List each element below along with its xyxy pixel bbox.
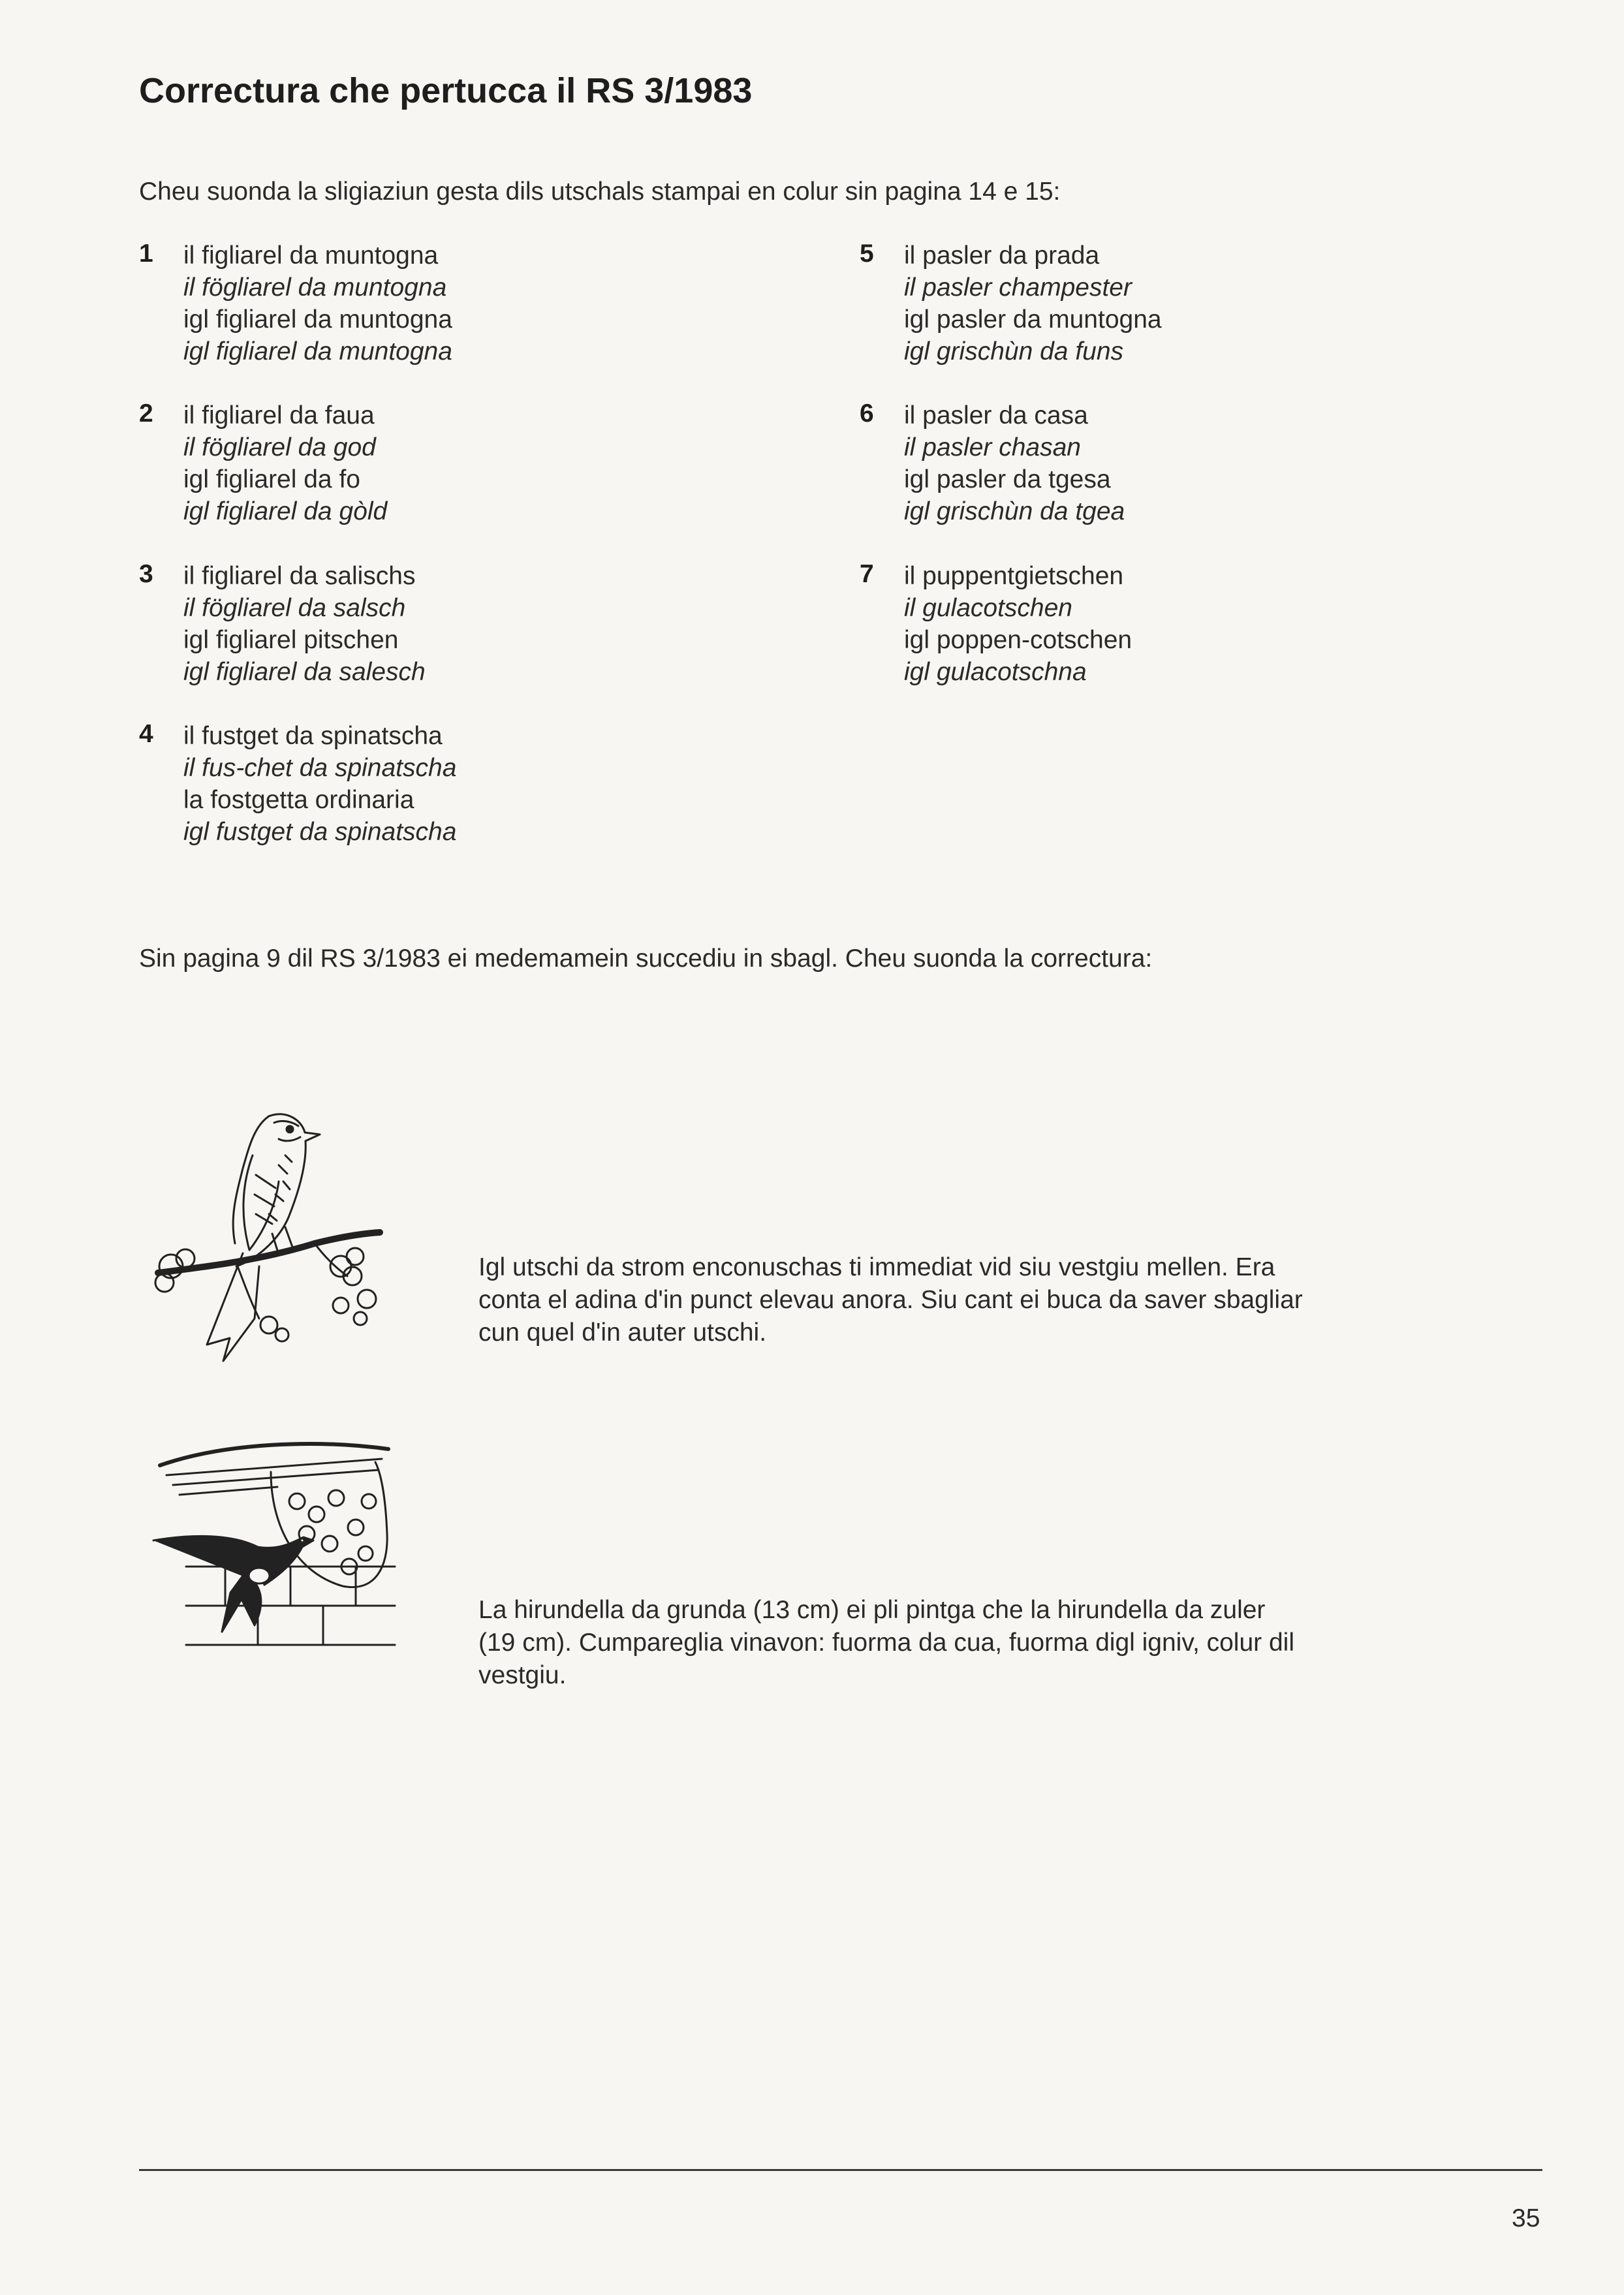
martin-nest-illustration (147, 1436, 401, 1704)
entry-line: igl pasler da tgesa (904, 465, 1111, 493)
entry-line: igl figliarel da gòld (183, 497, 388, 525)
entry-number: 4 (139, 720, 153, 748)
entry-line: il gulacotschen (904, 594, 1072, 622)
caption-line: La hirundella da grunda (13 cm) ei pli pintga che la hirundella da zuler (478, 1596, 1266, 1624)
entry-line: il figliarel da faua (183, 401, 375, 429)
entry-line: il figliarel da salischs (183, 562, 416, 590)
entry-line: il fögliarel da muntogna (183, 273, 447, 302)
caption-yellowhammer (478, 1251, 1418, 1349)
entry-number: 2 (139, 399, 153, 428)
caption-line: vestgiu. (478, 1661, 567, 1689)
page-title: Correctura che pertucca il RS 3/1983 (139, 71, 753, 110)
caption-line: conta el adina d'in punct elevau anora. Siu cant ei buca da saver sbagliar (478, 1286, 1303, 1314)
caption-line: cun quel d'in auter utschi. (478, 1319, 767, 1347)
entry-line: igl fustget da spinatscha (183, 818, 457, 846)
entry-line: igl poppen-cotschen (904, 626, 1132, 654)
entry-line: igl pasler da muntogna (904, 305, 1162, 334)
entry-line: il figliarel da muntogna (183, 242, 439, 270)
entry-line: il pasler champester (904, 273, 1132, 302)
entry-line: igl figliarel da muntogna (183, 305, 452, 334)
entry-line: il fus-chet da spinatscha (183, 754, 457, 782)
entry-line: igl figliarel da fo (183, 465, 360, 493)
caption-line: Igl utschi da strom enconuschas ti immediat vid siu vestgiu mellen. Era (478, 1253, 1275, 1281)
entry-line: il pasler chasan (904, 433, 1081, 461)
entry-line: il fögliarel da god (183, 433, 376, 461)
bird-on-branch-illustration (145, 1103, 393, 1364)
caption-line: (19 cm). Cumpareglia vinavon: fuorma da cua, fuorma digl igniv, colur dil (478, 1629, 1294, 1657)
entry-number: 7 (860, 560, 874, 588)
entry-line: igl gulacotschna (904, 658, 1087, 686)
correction-note: Sin pagina 9 dil RS 3/1983 ei medemamein succediu in sbagl. Cheu suonda la correctura: (139, 945, 1153, 973)
entry-line: la fostgetta ordinaria (183, 786, 414, 814)
entry-line: igl figliarel pitschen (183, 626, 399, 654)
entry-number: 1 (139, 240, 153, 268)
entry-line: igl grischùn da funs (904, 337, 1124, 366)
entry-line: il fögliarel da salsch (183, 594, 406, 622)
entry-line: il pasler da casa (904, 401, 1088, 429)
entry-number: 5 (860, 240, 874, 268)
entry-line: igl figliarel da muntogna (183, 337, 452, 366)
page-number: 35 (1512, 2204, 1540, 2232)
entry-line: il puppentgietschen (904, 562, 1124, 590)
entry-line: il fustget da spinatscha (183, 722, 443, 750)
caption-house-martin (478, 1594, 1418, 1692)
entry-number: 3 (139, 560, 153, 588)
entry-line: igl figliarel da salesch (183, 658, 426, 686)
footer-rule (139, 2169, 1542, 2171)
entry-line: igl grischùn da tgea (904, 497, 1125, 525)
entry-number: 6 (860, 399, 874, 428)
intro-text: Cheu suonda la sligiaziun gesta dils utschals stampai en colur sin pagina 14 e 15: (139, 178, 1061, 206)
entry-line: il pasler da prada (904, 242, 1100, 270)
